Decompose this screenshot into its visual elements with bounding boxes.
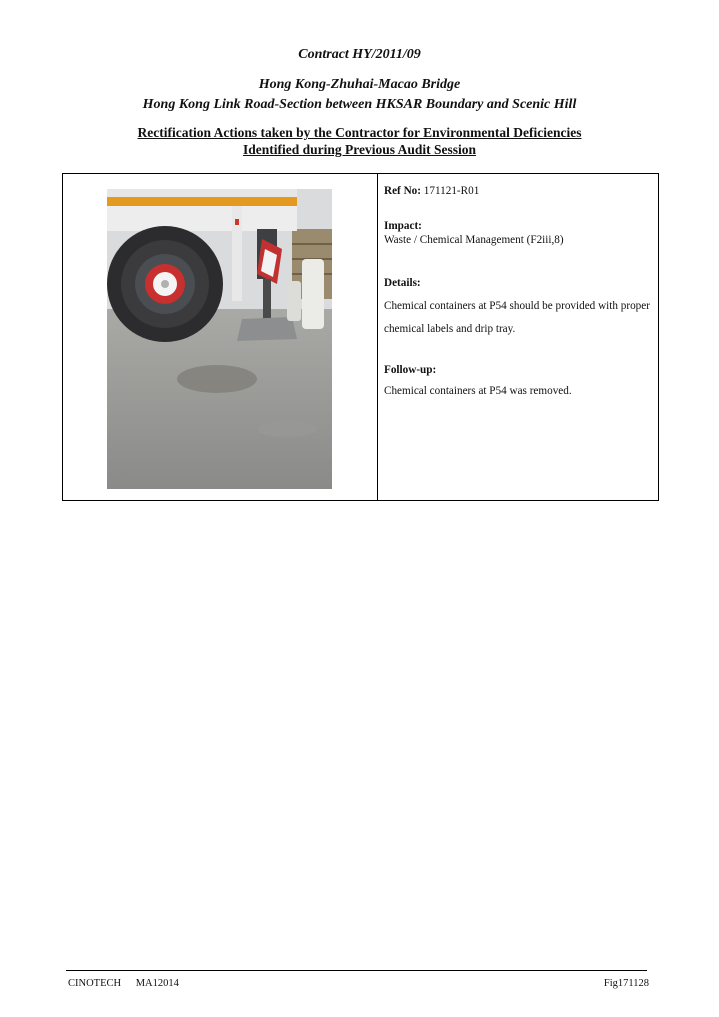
impact-value: Waste / Chemical Management (F2iii,8) (384, 234, 564, 246)
project-subtitle: Hong Kong Link Road-Section between HKSAR Boundary and Scenic Hill (142, 97, 577, 112)
site-photo (107, 189, 332, 489)
footer-left (68, 978, 179, 989)
footer-company: CINOTECH (68, 978, 122, 989)
project-title: Hong Kong-Zhuhai-Macao Bridge (258, 77, 461, 92)
contract-title: Contract HY/2011/09 (298, 47, 421, 62)
impact-label: Impact: (384, 220, 422, 232)
section-heading-line2: Identified during Previous Audit Session (242, 142, 477, 157)
footer-figure-id: Fig171128 (603, 978, 649, 989)
followup-value: Chemical containers at P54 was removed. (384, 385, 572, 397)
details-value: Chemical containers at P54 should be provided with proper chemical labels and drip tray. (384, 300, 650, 335)
site-photo-illustration (107, 189, 332, 489)
footer-rule (66, 970, 647, 971)
section-heading-line1: Rectification Actions taken by the Contractor for Environmental Deficiencies (137, 125, 582, 140)
footer-ref: MA12014 (135, 978, 179, 989)
ref-no (384, 184, 479, 198)
ref-value: 171121-R01 (423, 185, 480, 197)
column-divider (377, 174, 378, 500)
ref-label: Ref No: (384, 185, 421, 197)
record-table (62, 173, 659, 501)
details-label: Details: (384, 277, 421, 289)
followup-label: Follow-up: (384, 364, 437, 376)
